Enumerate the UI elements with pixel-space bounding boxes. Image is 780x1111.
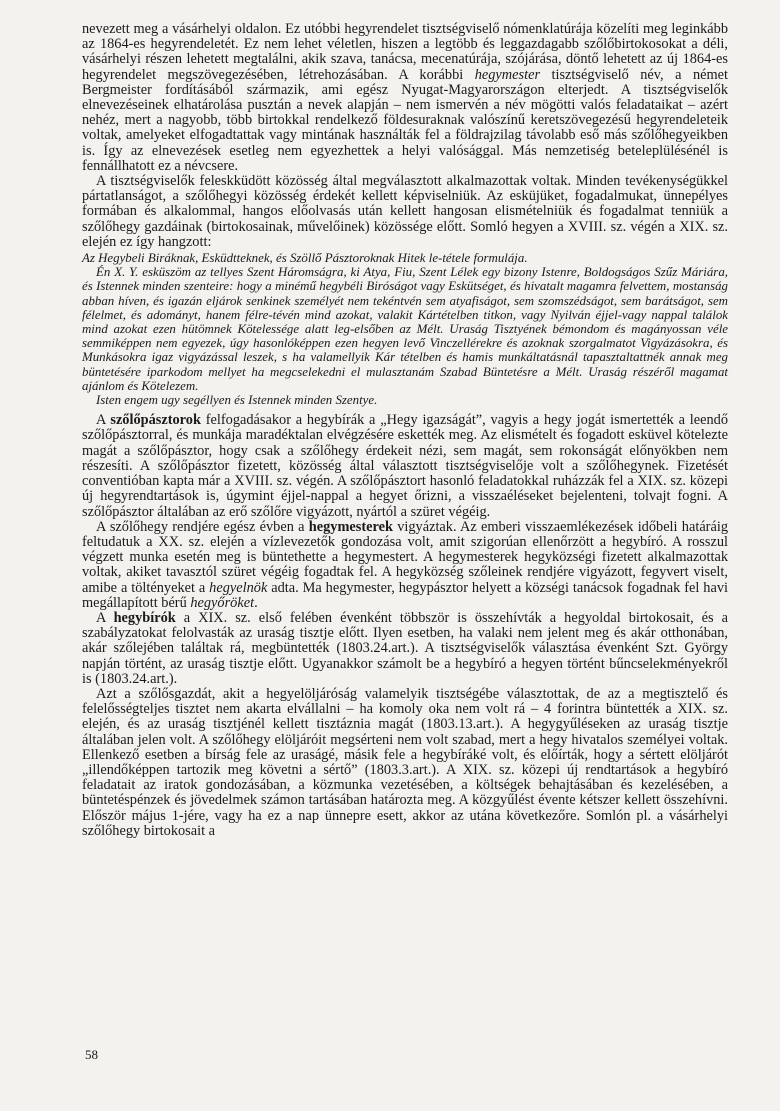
- term-hegymester: hegymester: [474, 66, 541, 83]
- paragraph-5: [82, 611, 728, 687]
- paragraph-3-rest: felfogadásakor a hegybírák a „Hegy igazságát”, vagyis a hegy jogát ismertették a leendő szőlőpásztorral, és munkája maradéktalan elvégzésére eskették meg. Az elismételt és fogadott esküvel kötelezte magát a szőlőpásztor, hogy csak a szőlőhegy érdekeit nézi, sem magát, sem rokonságát előnyökben nem részesíti. A szőlőpásztor fizetett, közösség által választott tisztségviselője volt a szőlőhegynek. Fizetését conventióban kapta már a XVIII. sz. végén. A szőlőpásztort hasonló feladatokkal ruházzák fel a XIX. sz. közepi új hegyrendtartások is, úgymint éjjel-nappal a hegyet őrizni, a visszaéléseket bejelenteni, tolvajt fogni. A szőlőpásztor általában az erő szőlőre vigyázott, nyártól a szüret végéig.: [82, 412, 728, 520]
- term-hegymesterek: hegymesterek: [308, 518, 393, 535]
- paragraph-4-mid: adta. Ma hegymester, hegypásztor helyett a községi tanácsok fogadnak fel havi megállapított bérű: [82, 579, 728, 611]
- paragraph-6: Azt a szőlősgazdát, akit a hegyelöljáróság valamelyik tisztségébe választottak, de az a megtisztelő és felelősségteljes tisztet nem akarta elvállalni – ha komoly oka nem volt rá – 4 forintra büntették a XIX. sz. elején, és az uraság tisztjénél kellett tisztáznia magát (1803.13.art.). A hegygyűléseken az uraság tisztje általában jelen volt. A szőlőhegy elöljáróit megsérteni nem volt szabad, mert a hegy hivatalos személyei voltak. Ellenkező esetben a bírság fele az uraságé, másik fele a hegybíráké volt, és előírták, hogy a sértett elöljárót „illendőképpen tartozik meg követni a sértő” (1803.3.art.). A XIX. sz. közepi új rendtartások a hegybíró feladatait az iratok gondozásában, a közmunka vezetésében, a költségek behajtásában és kezelésében, a büntetéspénzek és jövedelmek számon tartásában határozta meg. A közgyűlést évente kétszer kellett összehívni. Először május 1-jére, vagy ha ez a nap ünnepre esett, akkor az utána következőre. Somlón pl. a vásárhelyi szőlőhegy birtokosait a: [82, 685, 728, 839]
- paragraph-1-rest: tisztségviselő név, a német Bergmeister fordításából származik, ami egész Nyugat-Magyarországon elterjedt. A tisztségviselők elnevezéseinek elhatárolása pusztán a nevek alapján – nem ismervén a név mögötti valós feladataikat – azért nehéz, mert a nagyobb, több birtokkal rendelkező földesuraknak valószínű keretszövegezésű hegyrendeleteik voltak, amelyeket elfogadtattak vagy mintának használták fel a földrajzilag távolabb eső más szőlőhegyeikben is. Így az elnevezések esetleg nem egyezhettek a helyi valósággal. Más nemzetiség beteleplülésénél is fennállhatott ez a névcsere.: [82, 66, 728, 174]
- term-hegyelnok: hegyelnök: [209, 579, 268, 596]
- term-szolopasztorok: szőlőpásztorok: [110, 412, 201, 429]
- oath-close: Isten engem ugy segéllyen és Istennek minden Szentye.: [96, 393, 378, 408]
- oath-body: Én X. Y. esküszöm az tellyes Szent Háromságra, ki Atya, Fiu, Szent Lélek egy bizony Istenre, Boldogságos Szűz Máriára, és Istennek minden szenteire: hogy a minémű hegybéli Biróságot vagy Eskütséget, és hivatalt magamra felvettem, mostanság abban híven, és igazán eljárok senkinek személyét nem tekéntvén sem atyafiságot, sem szomszédságot, sem barátságot, sem félelmet, és adományt, hanem félre-tévén mind azokat, valakit Kártételben titkon, vagy Nyilván éjjel-vagy nappal találok mind azokat ezen hütömnek Kötelessége alatt leg-elsőben az Mélt. Uraság Tisztyének bémondom és magányossan véle semmiképpen nem egyezek, úgy hasonlóképpen ezen hegyen levő Vinczellérekre és azoknak szorgalmatot Vigyázásokra, és Munkásokra igaz vigyázással leszek, s ha valamellyik Kár tételben és hamis munkáltatásnál tapasztaltattnék annak meg büntetésére iparkodom mellyet ha megcselekedni el mulasztanám Szabad Büntetésre a Mélt. Uraság részéről magamat ajánlom és Kötelezem.: [82, 265, 728, 393]
- term-hegyorok: hegyőröket: [190, 594, 255, 611]
- body-text-continued: [82, 413, 728, 839]
- paragraph-1: [82, 22, 728, 174]
- paragraph-4-rest: vigyáztak. Az emberi visszaemlékezések időbeli határáig feltudatuk a XX. sz. elején a vízlevezetők gondozása volt, amit szigorúan ellenőrzött a hegybíró. A rosszul végzett munka esetén meg is büntethette a hegymestert. A hegymesterek hegyközségi fizetett alkalmazottak voltak, akiket tavasztól szüret végéig fogadtak fel. A hegyközség szőleinek rendjére vigyázott, fegyvert viselt, amibe a töltényeket a: [82, 518, 728, 596]
- term-hegybirok: hegybírók: [113, 609, 176, 626]
- oath-quote: [82, 251, 728, 407]
- book-page: [82, 22, 728, 1092]
- paragraph-3-pre: A: [96, 412, 111, 429]
- paragraph-5-rest: a XIX. sz. első felében évenként többször is összehívták a hegyoldal birtokosait, és a szabályzatokat felolvasták az uraság tisztje előtt. Ilyen esetben, ha valaki nem jelent meg és akár otthonában, akár szőlejében találtak rá, megbüntették (1803.24.art.). A tisztségviselők választása évenként Szt. György napján történt, az uraság tisztje előtt. Ugyanakkor számolt be a hegybíró a hegyen történt bűncselekményekről is (1803.24.art.).: [82, 609, 728, 687]
- paragraph-4: [82, 520, 728, 611]
- body-text: [82, 22, 728, 250]
- paragraph-4-pre: A szőlőhegy rendjére egész évben a: [96, 518, 309, 535]
- paragraph-3: [82, 413, 728, 519]
- paragraph-2: A tisztségviselők feleskküdött közösség által megválasztott alkalmazottak voltak. Minden tevékenységükkel pártatlanságot, a szőlőhegyi közösség érdekét kellett képviselniük. Az esküjüket, fogadalmukat, ünnepélyes formában és alkalommal, hangos előolvasás után kellett hangosan elismételniük és fogadalmat tenniük a szőlőhegy gazdáinak (birtokosainak, művelőinek) közössége előtt. Somló hegyen a XVIII. sz. végén a XIX. sz. elején ez így hangzott:: [82, 173, 728, 250]
- oath-title: Az Hegybeli Biráknak, Esküdtteknek, és Szöllő Pásztoroknak Hitek le-tétele formulája.: [82, 251, 528, 266]
- paragraph-5-pre: A: [96, 609, 114, 626]
- paragraph-1-text: nevezett meg a vásárhelyi oldalon. Ez utóbbi hegyrendelet tisztségviselő nómenklatúrája közelíti meg leginkább az 1864-es hegyrendeletét. Ez nem lehet véletlen, hiszen a legtöbb és leggazdagabb szőlőbirtokosokat a déli, vásárhelyi részen lehetett megtalálni, akik szava, tanácsa, mecenatúrája, szójárása, döntő lehetett az új 1864-es hegyrendelet megszövegezésében, létrehozásában. A korábbi: [82, 21, 728, 83]
- page-number: 58: [85, 1047, 98, 1062]
- paragraph-4-end: .: [254, 594, 258, 611]
